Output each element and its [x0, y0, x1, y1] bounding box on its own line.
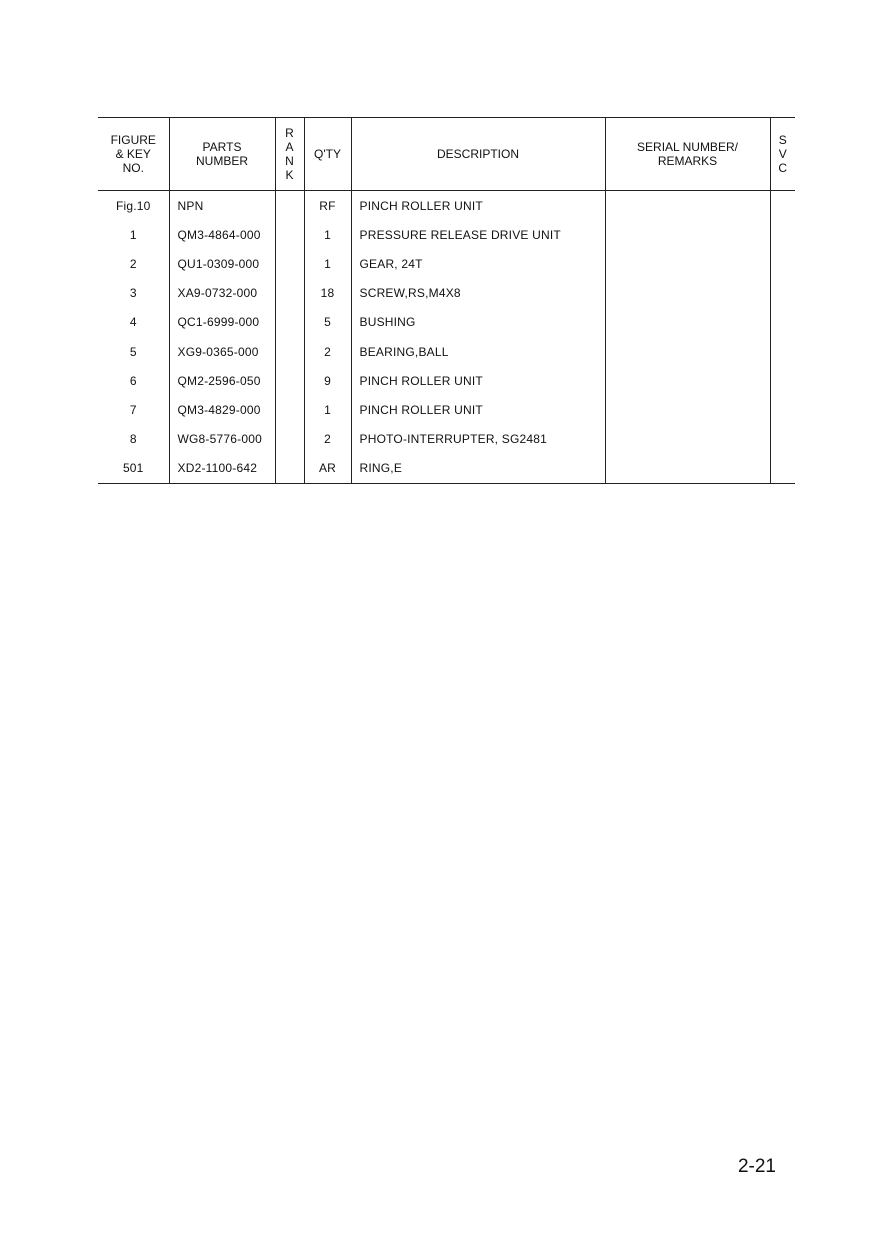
cell-figure-key: 2 — [129, 256, 137, 271]
cell-part-number: XD2-1100-642 — [169, 454, 275, 484]
table-row — [98, 395, 795, 424]
cell-figure-key: 3 — [129, 286, 137, 301]
cell-rank — [275, 191, 304, 221]
cell-description: PRESSURE RELEASE DRIVE UNIT — [351, 220, 605, 249]
cell-serial-remarks — [605, 366, 770, 395]
table-row — [98, 249, 795, 278]
cell-figure-key: 6 — [129, 373, 137, 388]
table-row — [98, 337, 795, 366]
table-row — [98, 279, 795, 308]
table-header — [98, 118, 795, 191]
cell-qty: 2 — [304, 425, 351, 454]
cell-description: RING,E — [351, 454, 605, 484]
header-description: DESCRIPTION — [351, 118, 605, 191]
cell-qty: 1 — [304, 395, 351, 424]
cell-qty: 1 — [304, 220, 351, 249]
cell-rank — [275, 220, 304, 249]
cell-svc — [770, 454, 795, 484]
cell-part-number: QC1-6999-000 — [169, 308, 275, 337]
cell-svc — [770, 366, 795, 395]
cell-description: SCREW,RS,M4X8 — [351, 279, 605, 308]
header-figure-key-no: FIGURE & KEY NO. — [98, 118, 169, 191]
cell-serial-remarks — [605, 395, 770, 424]
cell-part-number: NPN — [169, 191, 275, 221]
cell-figure-key: 7 — [129, 402, 137, 417]
cell-rank — [275, 454, 304, 484]
cell-part-number: QM3-4864-000 — [169, 220, 275, 249]
cell-serial-remarks — [605, 308, 770, 337]
cell-serial-remarks — [605, 337, 770, 366]
cell-rank — [275, 337, 304, 366]
cell-rank — [275, 366, 304, 395]
cell-svc — [770, 249, 795, 278]
cell-rank — [275, 279, 304, 308]
cell-svc — [770, 337, 795, 366]
cell-svc — [770, 308, 795, 337]
cell-part-number: XA9-0732-000 — [169, 279, 275, 308]
cell-svc — [770, 395, 795, 424]
cell-serial-remarks — [605, 425, 770, 454]
table-row — [98, 425, 795, 454]
cell-description: PINCH ROLLER UNIT — [351, 366, 605, 395]
cell-rank — [275, 308, 304, 337]
cell-description: PHOTO-INTERRUPTER, SG2481 — [351, 425, 605, 454]
cell-part-number: QM3-4829-000 — [169, 395, 275, 424]
table-row — [98, 366, 795, 395]
cell-qty: 18 — [304, 279, 351, 308]
cell-qty: AR — [304, 454, 351, 484]
cell-serial-remarks — [605, 191, 770, 221]
table-row — [98, 308, 795, 337]
page-number: 2-21 — [737, 1156, 776, 1177]
cell-figure-key: 8 — [129, 432, 137, 447]
parts-list-table — [98, 117, 795, 484]
cell-svc — [770, 220, 795, 249]
cell-qty: 5 — [304, 308, 351, 337]
cell-rank — [275, 249, 304, 278]
table-row — [98, 220, 795, 249]
cell-svc — [770, 191, 795, 221]
cell-qty: 1 — [304, 249, 351, 278]
cell-description: PINCH ROLLER UNIT — [351, 191, 605, 221]
table-row — [98, 454, 795, 484]
header-parts-number: PARTS NUMBER — [169, 118, 275, 191]
cell-figure-key: 4 — [129, 315, 137, 330]
cell-rank — [275, 425, 304, 454]
cell-serial-remarks — [605, 220, 770, 249]
table-body — [98, 191, 795, 484]
cell-part-number: QU1-0309-000 — [169, 249, 275, 278]
cell-part-number: WG8-5776-000 — [169, 425, 275, 454]
cell-rank — [275, 395, 304, 424]
table-row — [98, 191, 795, 221]
cell-qty: 2 — [304, 337, 351, 366]
cell-part-number: QM2-2596-050 — [169, 366, 275, 395]
header-svc: S V C — [770, 118, 795, 191]
header-serial-number-remarks: SERIAL NUMBER/ REMARKS — [605, 118, 770, 191]
header-qty: Q'TY — [304, 118, 351, 191]
cell-serial-remarks — [605, 249, 770, 278]
cell-serial-remarks — [605, 279, 770, 308]
header-rank: R A N K — [275, 118, 304, 191]
cell-description: GEAR, 24T — [351, 249, 605, 278]
cell-qty: RF — [304, 191, 351, 221]
cell-serial-remarks — [605, 454, 770, 484]
cell-figure-key: Fig.10 — [115, 198, 151, 213]
cell-svc — [770, 279, 795, 308]
cell-svc — [770, 425, 795, 454]
cell-figure-key: 1 — [129, 227, 137, 242]
cell-qty: 9 — [304, 366, 351, 395]
cell-description: BEARING,BALL — [351, 337, 605, 366]
cell-description: BUSHING — [351, 308, 605, 337]
cell-description: PINCH ROLLER UNIT — [351, 395, 605, 424]
cell-figure-key: 501 — [98, 454, 169, 484]
cell-part-number: XG9-0365-000 — [169, 337, 275, 366]
cell-figure-key: 5 — [129, 344, 137, 359]
